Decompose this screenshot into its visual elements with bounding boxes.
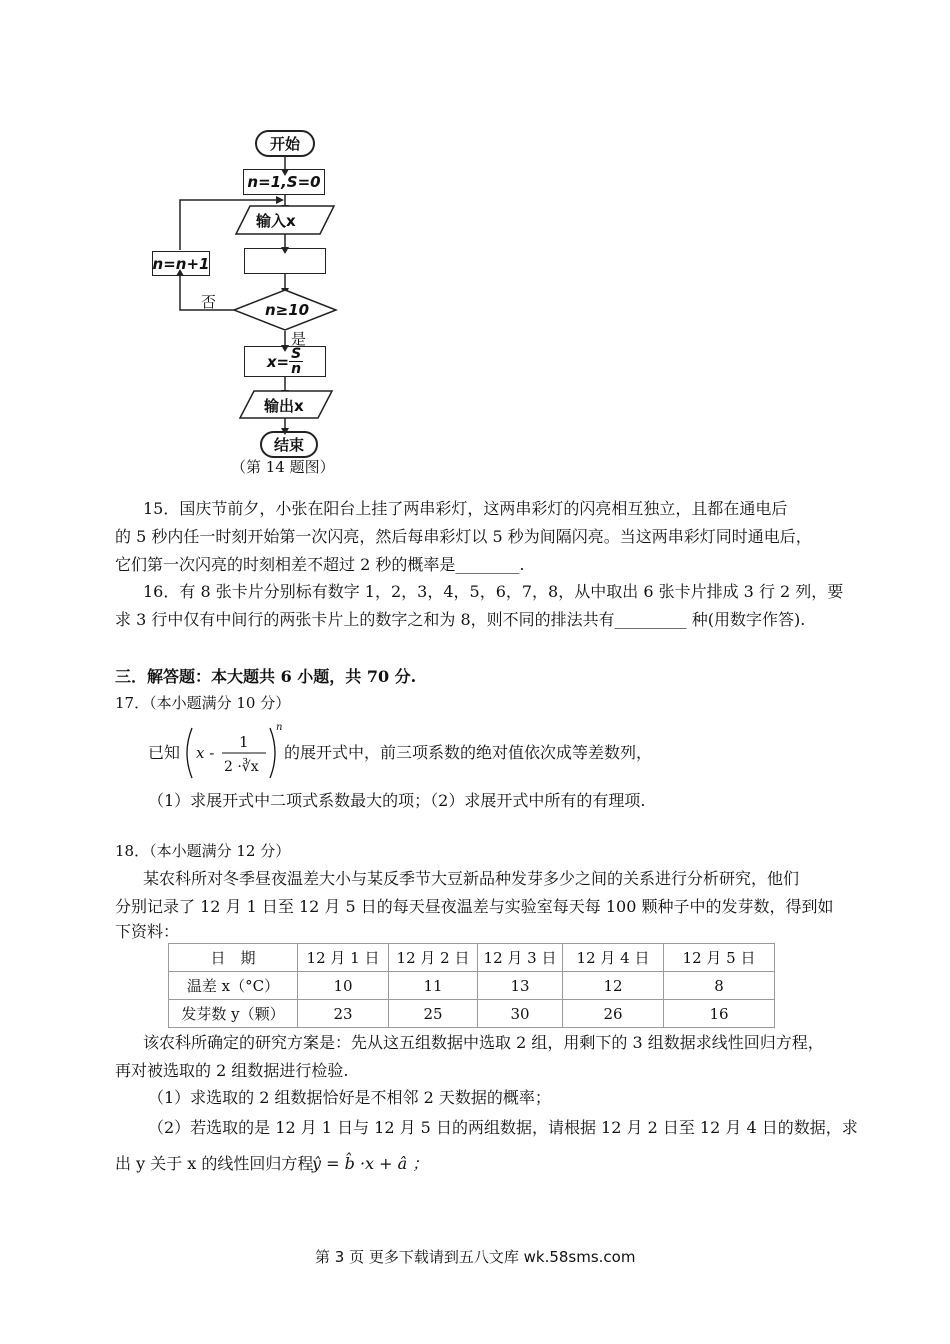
increment-label: n=n+1	[152, 254, 210, 273]
table-cell: 13	[478, 972, 563, 1000]
table-header-cell: 日 期	[169, 944, 298, 972]
page-footer: 第 3 页 更多下载请到五八文库 wk.58sms.com	[315, 1248, 636, 1266]
blank-process-node	[244, 248, 326, 274]
table-header-cell: 12 月 5 日	[664, 944, 775, 972]
figure-caption: （第 14 题图）	[231, 458, 335, 476]
q18-intro-3: 下资料：	[115, 922, 180, 941]
table-cell: 发芽数 y（颗）	[169, 1000, 298, 1028]
increment-node	[152, 251, 210, 276]
table-header-cell: 12 月 1 日	[298, 944, 389, 972]
start-label: 开始	[269, 135, 300, 153]
table-header-cell: 12 月 3 日	[478, 944, 563, 972]
assign-lhs: x=	[266, 352, 290, 371]
q18-part-2-line-1: （2）若选取的是 12 月 1 日与 12 月 5 日的两组数据，请根据 12 月 2 日至 12 月 4 日的数据，求	[148, 1118, 858, 1137]
assign-fraction	[289, 347, 303, 376]
q18-intro-1: 某农科所对冬季昼夜温差大小与某反季节大豆新品种发芽多少之间的关系进行分析研究，他们	[143, 869, 800, 888]
q17-prefix: 已知	[148, 743, 181, 762]
q18-header: 18．（本小题满分 12 分）	[115, 842, 291, 860]
no-label: 否	[201, 293, 217, 311]
condition-label: n≥10	[265, 301, 310, 319]
q17-binomial-expression	[182, 722, 282, 784]
table-cell: 25	[389, 1000, 478, 1028]
table-cell: 23	[298, 1000, 389, 1028]
table-header-row	[169, 944, 775, 972]
q17-numerator: 1	[239, 733, 249, 751]
q17-header: 17．（本小题满分 10 分）	[115, 694, 291, 712]
yes-label: 是	[291, 330, 307, 348]
table-header-cell: 12 月 4 日	[563, 944, 664, 972]
section-3-heading: 三．解答题：本大题共 6 小题，共 70 分.	[115, 667, 417, 686]
q18-plan-2: 再对被选取的 2 组数据进行检验.	[115, 1061, 349, 1080]
q16-line-1: 16．有 8 张卡片分别标有数字 1，2，3，4，5，6，7，8，从中取出 6 张卡片排成 3 行 2 列，要	[143, 582, 844, 601]
start-node	[255, 130, 315, 157]
q17-parts: （1）求展开式中二项式系数最大的项；（2）求展开式中所有的有理项.	[148, 791, 646, 810]
table-cell: 12	[563, 972, 664, 1000]
table-row	[169, 1000, 775, 1028]
q17-denominator: 2 ·∛x	[224, 759, 259, 775]
table-cell: 8	[664, 972, 775, 1000]
end-node	[260, 431, 318, 458]
input-label: 输入x	[256, 212, 296, 230]
table-cell: 11	[389, 972, 478, 1000]
q18-plan-1: 该农科所确定的研究方案是：先从这五组数据中选取 2 组，用剩下的 3 组数据求线性回归方程，	[143, 1033, 824, 1052]
init-node	[243, 169, 325, 195]
assign-numerator: S	[291, 346, 302, 362]
q18-part-2-line-2: 出 y 关于 x 的线性回归方程	[115, 1154, 314, 1173]
assign-denominator: n	[291, 361, 302, 377]
assign-node	[244, 346, 326, 377]
q18-part-1: （1）求选取的 2 组数据恰好是不相邻 2 天数据的概率；	[148, 1088, 551, 1107]
q17-x-term: x -	[196, 744, 215, 762]
table-header-cell: 12 月 2 日	[389, 944, 478, 972]
table-cell: 温差 x（°C）	[169, 972, 298, 1000]
table-cell: 30	[478, 1000, 563, 1028]
output-label: 输出x	[264, 397, 304, 415]
table-cell: 26	[563, 1000, 664, 1028]
q18-intro-2: 分别记录了 12 月 1 日至 12 月 5 日的每天昼夜温差与实验室每天每 100 颗种子中的发芽数，得到如	[115, 897, 834, 916]
q15-line-2: 的 5 秒内任一时刻开始第一次闪亮，然后每串彩灯以 5 秒为间隔闪亮。当这两串彩灯同时通电后，	[115, 527, 812, 546]
end-label: 结束	[273, 436, 304, 454]
q17-suffix: 的展开式中，前三项系数的绝对值依次成等差数列，	[284, 743, 653, 762]
q17-exponent: n	[276, 722, 283, 733]
table-row	[169, 972, 775, 1000]
q18-regression-formula: ŷ = b̂ ·x + â ；	[312, 1154, 429, 1173]
q18-data-table	[168, 943, 775, 1028]
q16-line-2: 求 3 行中仅有中间行的两张卡片上的数字之和为 8，则不同的排法共有_________ 种(用数字作答).	[115, 610, 806, 629]
table-cell: 10	[298, 972, 389, 1000]
q15-line-3: 它们第一次闪亮的时刻相差不超过 2 秒的概率是________.	[115, 555, 525, 574]
init-label: n=1,S=0	[247, 173, 321, 191]
q15-line-1: 15．国庆节前夕，小张在阳台上挂了两串彩灯，这两串彩灯的闪亮相互独立，且都在通电后	[143, 499, 788, 518]
table-cell: 16	[664, 1000, 775, 1028]
flowchart-lines	[0, 0, 950, 480]
